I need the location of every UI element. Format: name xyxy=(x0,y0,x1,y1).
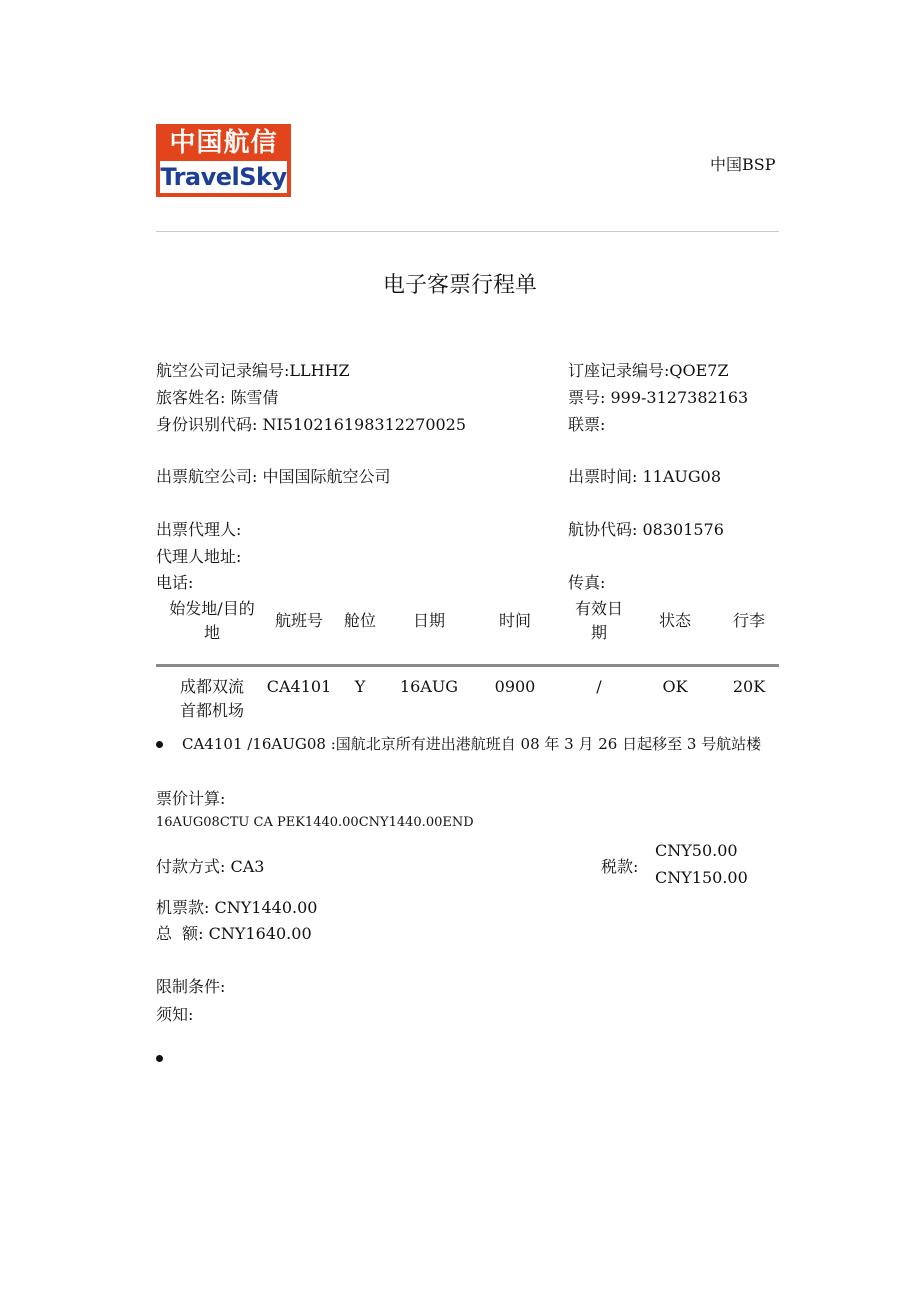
flight-time: 0900 xyxy=(494,677,536,696)
terminal-notice: CA4101 /16AUG08 :国航北京所有进出港航班自 08 年 3 月 26 日起移至 3 号航站楼 xyxy=(182,735,762,753)
tax-amount-2: CNY150.00 xyxy=(655,868,748,887)
header-divider xyxy=(156,231,779,232)
table-row-route xyxy=(156,675,268,723)
col-header-cabin: 舱位 xyxy=(343,611,376,630)
iata-code: 航协代码: 08301576 xyxy=(568,520,724,539)
logo-english-text: TravelSky xyxy=(160,163,287,191)
col-header-date: 日期 xyxy=(412,611,445,630)
restrictions-label: 限制条件: xyxy=(156,977,226,996)
conjunction-ticket: 联票: xyxy=(568,415,606,434)
travelsky-logo xyxy=(156,124,291,197)
issuing-agent: 出票代理人: xyxy=(156,520,242,539)
id-code: 身份识别代码: NI510216198312270025 xyxy=(156,415,467,434)
cabin-class: Y xyxy=(354,677,366,696)
booking-status: OK xyxy=(662,677,688,696)
origin: 成都双流 xyxy=(179,677,244,696)
col-header-status: 状态 xyxy=(658,611,691,630)
table-header-divider xyxy=(156,664,779,667)
col-header-time: 时间 xyxy=(498,611,531,630)
ticket-fare: 机票款: CNY1440.00 xyxy=(156,898,318,917)
validity: / xyxy=(596,677,602,696)
col-header-route-line1: 始发地/目的 xyxy=(169,599,255,618)
col-header-baggage: 行李 xyxy=(732,611,765,630)
ticket-number: 票号: 999-3127382163 xyxy=(568,388,749,407)
col-header-validity xyxy=(564,597,634,645)
destination: 首都机场 xyxy=(179,701,244,720)
logo-english-box xyxy=(160,161,287,193)
total-amount: 总 额: CNY1640.00 xyxy=(156,924,312,943)
baggage-allowance: 20K xyxy=(732,677,766,696)
tax-amount-1: CNY50.00 xyxy=(655,841,738,860)
passenger-name: 旅客姓名: 陈雪倩 xyxy=(156,388,279,407)
col-header-flight: 航班号 xyxy=(274,611,323,630)
flight-date: 16AUG xyxy=(399,677,459,696)
flight-number: CA4101 xyxy=(266,677,332,696)
bsp-label: 中国BSP xyxy=(710,155,776,174)
airline-record-number: 航空公司记录编号:LLHHZ xyxy=(156,361,350,380)
tax-label: 税款: xyxy=(601,857,639,876)
fare-calculation-label: 票价计算: xyxy=(156,789,226,808)
col-header-route xyxy=(156,597,268,645)
issue-time: 出票时间: 11AUG08 xyxy=(568,467,722,486)
bullet-icon xyxy=(156,741,163,748)
fare-calculation-value: 16AUG08CTU CA PEK1440.00CNY1440.00END xyxy=(156,815,474,830)
payment-method: 付款方式: CA3 xyxy=(156,857,265,876)
logo-chinese-text: 中国航信 xyxy=(169,128,278,158)
booking-record-number: 订座记录编号:QOE7Z xyxy=(568,361,729,380)
notes-label: 须知: xyxy=(156,1005,194,1024)
col-header-validity-line1: 有效日 xyxy=(574,599,623,618)
phone: 电话: xyxy=(156,573,194,592)
bullet-icon xyxy=(156,1055,163,1062)
col-header-validity-line2: 期 xyxy=(590,623,607,642)
agent-address: 代理人地址: xyxy=(156,547,242,566)
page-title: 电子客票行程单 xyxy=(382,273,537,298)
fax: 传真: xyxy=(568,573,606,592)
issuing-airline: 出票航空公司: 中国国际航空公司 xyxy=(156,467,391,486)
col-header-route-line2: 地 xyxy=(203,623,220,642)
